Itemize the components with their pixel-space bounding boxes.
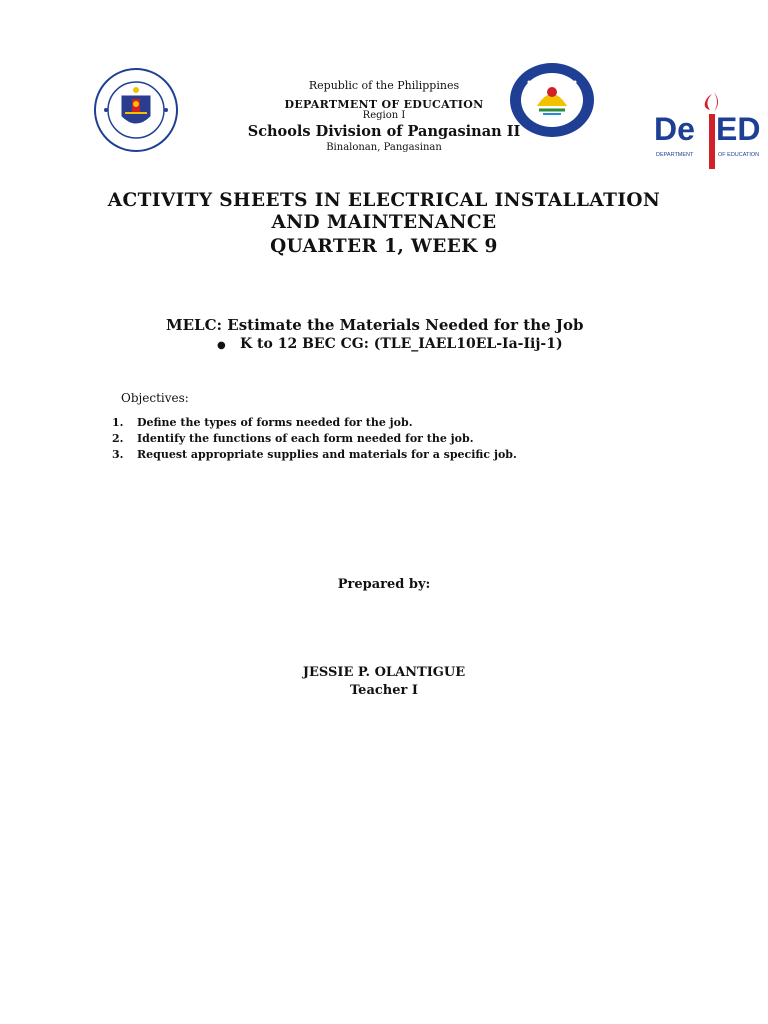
svg-text:OF EDUCATION: OF EDUCATION [718, 152, 760, 158]
objective-number: 3. [112, 448, 124, 461]
objective-item [112, 416, 413, 429]
bec-code: K to 12 BEC CG: (TLE_IAEL10EL-Ia-Iij-1) [240, 336, 563, 352]
svg-text:DEPARTMENT: DEPARTMENT [656, 152, 694, 158]
division-text: Schools Division of Pangasinan II [247, 123, 521, 140]
objective-number: 1. [112, 416, 124, 429]
department-text: DEPARTMENT OF EDUCATION [284, 98, 484, 111]
objective-text: Define the types of forms needed for the job. [137, 416, 413, 429]
teacher-position: Teacher I [350, 683, 418, 698]
objective-item [112, 432, 474, 445]
region-text: Region I [362, 110, 406, 121]
svg-text:De: De [654, 111, 695, 147]
republic-text: Republic of the Philippines [308, 79, 460, 92]
title-line-3: QUARTER 1, WEEK 9 [270, 236, 498, 257]
title-line-1: ACTIVITY SHEETS IN ELECTRICAL INSTALLATION [107, 190, 661, 211]
objective-text: Identify the functions of each form needed for the job. [137, 432, 474, 445]
prepared-by-label: Prepared by: [337, 577, 431, 592]
objectives-heading: Objectives: [121, 391, 189, 405]
place-text: Binalonan, Pangasinan [326, 142, 442, 153]
objective-number: 2. [112, 432, 124, 445]
objective-item [112, 448, 517, 461]
svg-text:ED: ED [716, 111, 761, 147]
bullet-icon: ● [217, 340, 226, 351]
objective-text: Request appropriate supplies and materials for a specific job. [137, 448, 517, 461]
teacher-name: JESSIE P. OLANTIGUE [302, 665, 466, 680]
melc-text: MELC: Estimate the Materials Needed for the Job [166, 316, 584, 334]
title-line-2: AND MAINTENANCE [271, 212, 497, 233]
